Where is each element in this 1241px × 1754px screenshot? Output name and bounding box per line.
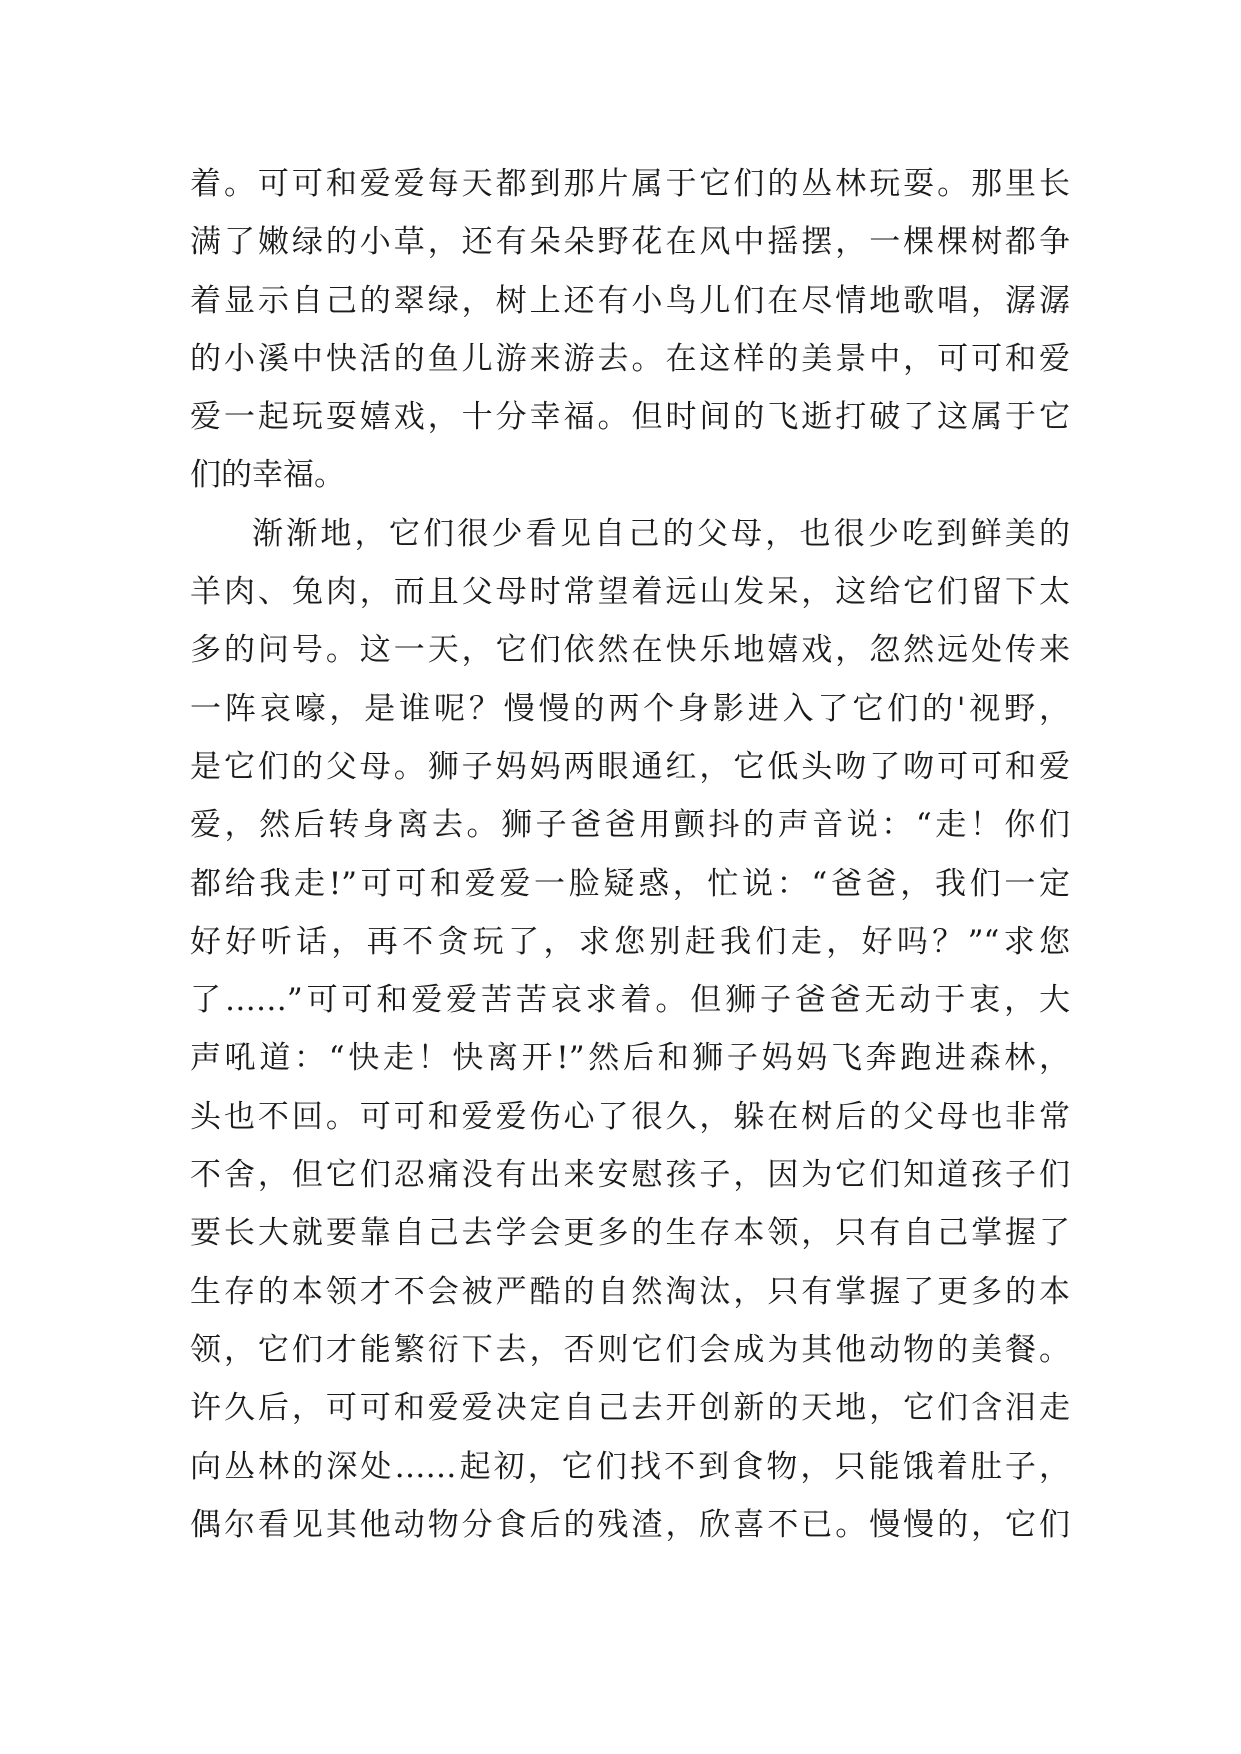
text-line: 声吼道：“快走！快离开!”然后和狮子妈妈飞奔跑进森林， bbox=[190, 1040, 1070, 1077]
text-line: 爱，然后转身离去。狮子爸爸用颤抖的声音说：“走！你们 bbox=[190, 807, 1070, 844]
text-line: 偶尔看见其他动物分食后的残渣，欣喜不已。慢慢的，它们 bbox=[190, 1506, 1070, 1543]
text-line: 许久后，可可和爱爱决定自己去开创新的天地，它们含泪走 bbox=[190, 1390, 1070, 1427]
text-line: 的小溪中快活的鱼儿游来游去。在这样的美景中，可可和爱 bbox=[190, 340, 1070, 377]
text-line: 领，它们才能繁衍下去，否则它们会成为其他动物的美餐。 bbox=[190, 1331, 1070, 1368]
text-line: 满了嫩绿的小草，还有朵朵野花在风中摇摆，一棵棵树都争 bbox=[190, 224, 1070, 261]
text-line: 了……”可可和爱爱苦苦哀求着。但狮子爸爸无动于衷，大 bbox=[190, 982, 1070, 1019]
body-text bbox=[190, 155, 1070, 1554]
text-line: 生存的本领才不会被严酷的自然淘汰，只有掌握了更多的本 bbox=[190, 1273, 1070, 1310]
text-line: 向丛林的深处……起初，它们找不到食物，只能饿着肚子， bbox=[190, 1448, 1070, 1485]
text-line: 头也不回。可可和爱爱伤心了很久，躲在树后的父母也非常 bbox=[190, 1098, 1070, 1135]
text-line: 好好听话，再不贪玩了，求您别赶我们走，好吗？”“求您 bbox=[190, 923, 1070, 960]
text-line: 不舍，但它们忍痛没有出来安慰孩子，因为它们知道孩子们 bbox=[190, 1157, 1070, 1194]
text-line: 着。可可和爱爱每天都到那片属于它们的丛林玩耍。那里长 bbox=[190, 166, 1070, 202]
text-line: 渐渐地，它们很少看见自己的父母，也很少吃到鲜美的 bbox=[252, 515, 1070, 552]
text-line: 多的问号。这一天，它们依然在快乐地嬉戏，忽然远处传来 bbox=[190, 632, 1070, 669]
text-line: 都给我走!”可可和爱爱一脸疑惑，忙说：“爸爸，我们一定 bbox=[190, 865, 1070, 902]
text-line: 要长大就要靠自己去学会更多的生存本领，只有自己掌握了 bbox=[190, 1215, 1070, 1252]
text-line: 们的幸福。 bbox=[190, 457, 345, 494]
text-line: 一阵哀嚎，是谁呢？慢慢的两个身影进入了它们的'视野， bbox=[190, 690, 1070, 727]
text-line: 是它们的父母。狮子妈妈两眼通红，它低头吻了吻可可和爱 bbox=[190, 748, 1070, 785]
text-line: 爱一起玩耍嬉戏，十分幸福。但时间的飞逝打破了这属于它 bbox=[190, 399, 1070, 436]
text-line: 着显示自己的翠绿，树上还有小鸟儿们在尽情地歌唱，潺潺 bbox=[190, 282, 1070, 319]
text-line: 羊肉、兔肉，而且父母时常望着远山发呆，这给它们留下太 bbox=[190, 574, 1070, 611]
